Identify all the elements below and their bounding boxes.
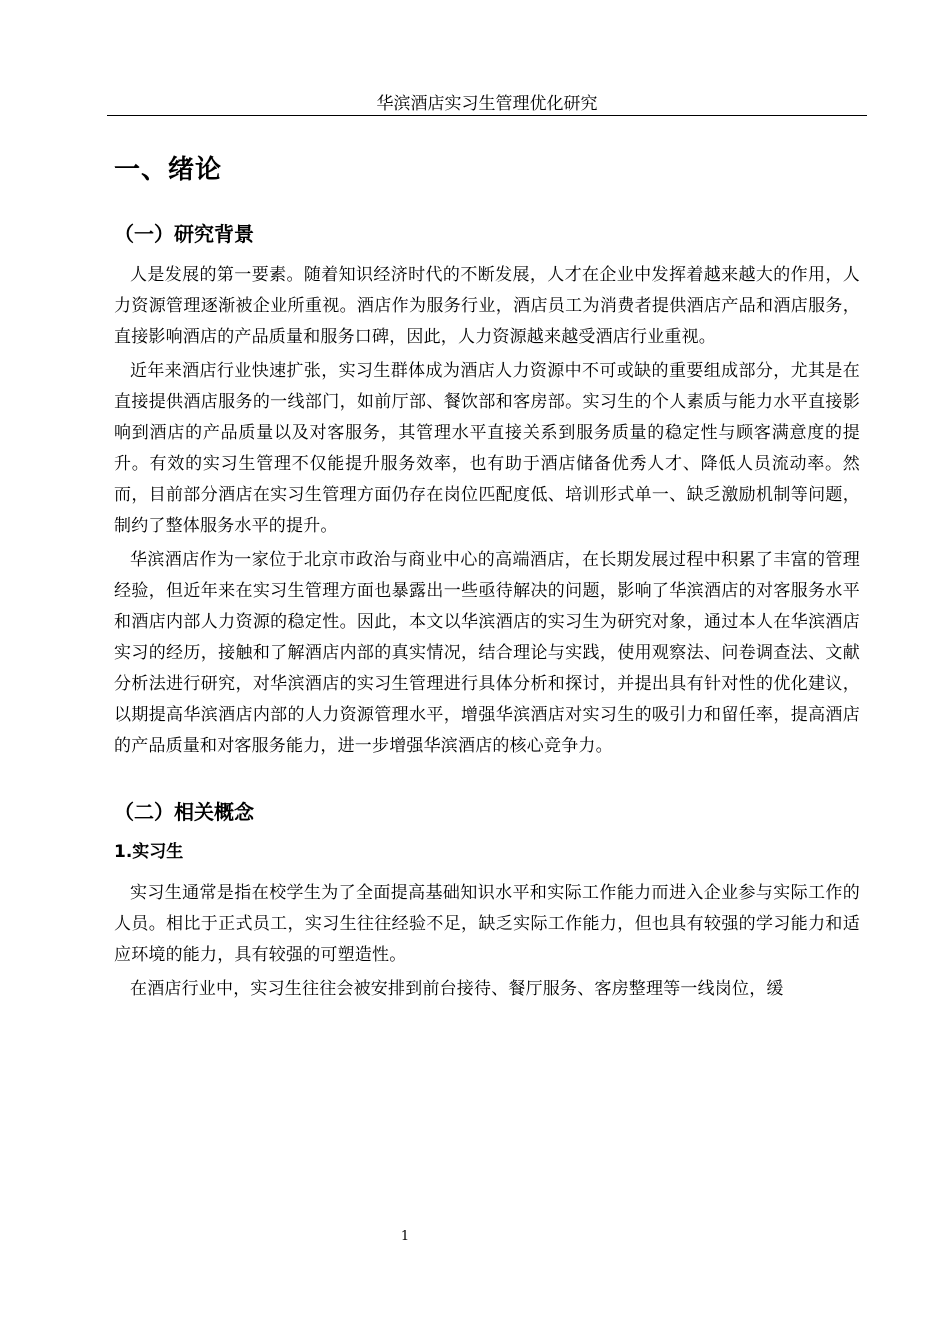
section-heading-background: （一）研究背景 <box>114 222 254 246</box>
paragraph: 近年来酒店行业快速扩张，实习生群体成为酒店人力资源中不可或缺的重要组成部分，尤其是在直接提供酒店服务的一线部门，如前厅部、餐饮部和客房部。实习生的个人素质与能力水平直接影响到酒店的产品质量以及对客服务，其管理水平直接关系到服务质量的稳定性与顾客满意度的提升。有效的实习生管理不仅能提升服务效率，也有助于酒店储备优秀人才、降低人员流动率。然而，目前部分酒店在实习生管理方面仍存在岗位匹配度低、培训形式单一、缺乏激励机制等问题，制约了整体服务水平的提升。 <box>114 361 860 536</box>
header-divider <box>107 115 867 116</box>
running-header: 华滨酒店实习生管理优化研究 <box>376 94 598 114</box>
paragraph: 华滨酒店作为一家位于北京市政治与商业中心的高端酒店，在长期发展过程中积累了丰富的管理经验，但近年来在实习生管理方面也暴露出一些亟待解决的问题，影响了华滨酒店的对客服务水平和酒店内部人力资源的稳定性。因此，本文以华滨酒店的实习生为研究对象，通过本人在华滨酒店实习的经历，接触和了解酒店内部的真实情况，结合理论与实践，使用观察法、问卷调查法、文献分析法进行研究，对华滨酒店的实习生管理进行具体分析和探讨，并提出具有针对性的优化建议，以期提高华滨酒店内部的人力资源管理水平，增强华滨酒店对实习生的吸引力和留任率，提高酒店的产品质量和对客服务能力，进一步增强华滨酒店的核心竞争力。 <box>114 550 860 756</box>
subsection-heading-intern: 1.实习生 <box>114 842 184 862</box>
chapter-title: 一、绪论 <box>114 155 223 185</box>
paragraph: 实习生通常是指在校学生为了全面提高基础知识水平和实际工作能力而进入企业参与实际工作的人员。相比于正式员工，实习生往往经验不足，缺乏实际工作能力，但也具有较强的学习能力和适应环境的能力，具有较强的可塑造性。 <box>114 883 860 965</box>
page-content <box>114 140 860 1008</box>
section-heading-concepts: （二）相关概念 <box>114 800 254 824</box>
page-number: 1 <box>400 1229 410 1244</box>
paragraph: 在酒店行业中，实习生往往会被安排到前台接待、餐厅服务、客房整理等一线岗位，缓 <box>130 979 784 999</box>
paragraph: 人是发展的第一要素。随着知识经济时代的不断发展，人才在企业中发挥着越来越大的作用，人力资源管理逐渐被企业所重视。酒店作为服务行业，酒店员工为消费者提供酒店产品和酒店服务，直接影响酒店的产品质量和服务口碑，因此，人力资源越来越受酒店行业重视。 <box>114 265 860 347</box>
